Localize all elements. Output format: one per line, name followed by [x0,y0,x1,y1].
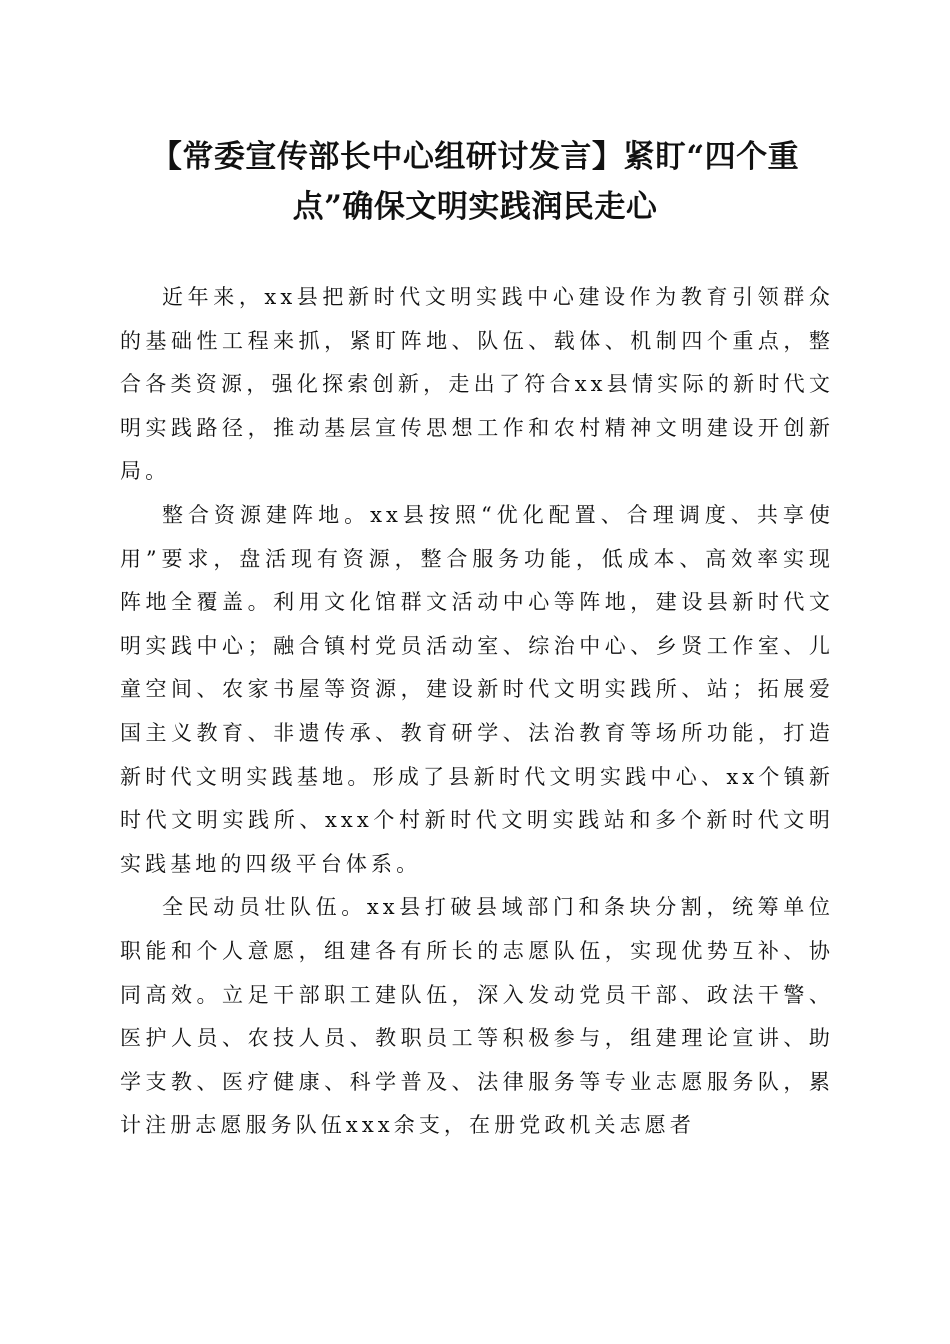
paragraph-teams: 全民动员壮队伍。xx县打破县域部门和条块分割，统筹单位职能和个人意愿，组建各有所长的志愿队伍，实现优势互补、协同高效。立足干部职工建队伍，深入发动党员干部、政法干警、医护人员、农技人员、教职员工等积极参与，组建理论宣讲、助学支教、医疗健康、科学普及、法律服务等专业志愿服务队，累计注册志愿服务队伍xxx余支，在册党政机关志愿者 [120,895,834,1138]
paragraph-positions: 整合资源建阵地。xx县按照“优化配置、合理调度、共享使用”要求，盘活现有资源，整合服务功能，低成本、高效率实现阵地全覆盖。利用文化馆群文活动中心等阵地，建设县新时代文明实践中心；融合镇村党员活动室、综治中心、乡贤工作室、儿童空间、农家书屋等资源，建设新时代文明实践所、站；拓展爱国主义教育、非遗传承、教育研学、法治教育等场所功能，打造新时代文明实践基地。形成了县新时代文明实践中心、xx个镇新时代文明实践所、xxx个村新时代文明实践站和多个新时代文明实践基地的四级平台体系。 [120,502,834,876]
document-body [120,276,834,1148]
paragraph-intro: 近年来，xx县把新时代文明实践中心建设作为教育引领群众的基础性工程来抓，紧盯阵地、队伍、载体、机制四个重点，整合各类资源，强化探索创新，走出了符合xx县情实际的新时代文明实践路径，推动基层宣传思想工作和农村精神文明建设开创新局。 [120,285,834,484]
document-title: 【常委宣传部长中心组研讨发言】紧盯“四个重点”确保文明实践润民走心 [150,139,800,225]
